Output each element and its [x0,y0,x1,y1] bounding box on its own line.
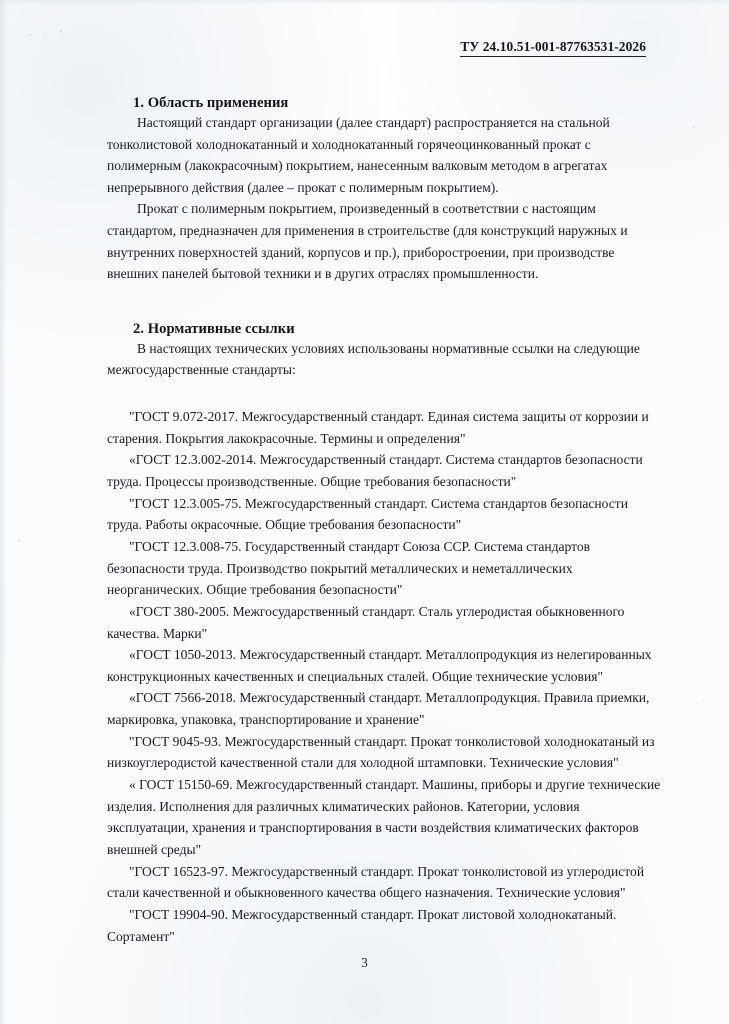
section-1-paragraph-1: Настоящий стандарт организации (далее стандарт) распространяется на стальной тонколистовой холоднокатанный и холоднокатанный горячеоцинкованный прокат с полимерным (лакокрасочным) покрытием, нанесенным валковым методом в агрегатах непрерывного действия (далее – прокат с полимерным покрытием). [107,115,610,195]
section-2-heading-wrap [107,321,661,338]
reference-item: «ГОСТ 7566-2018. Межгосударственный стандарт. Металлопродукция. Правила приемки, маркировка, упаковка, транспортирование и хранение" [107,690,650,728]
reference-item: «ГОСТ 1050-2013. Межгосударственный стандарт. Металлопродукция из нелегированных конструкционных качественных и специальных сталей. Общие технические условия" [107,647,652,684]
section-1-paragraph-2: Прокат с полимерным покрытием, произведенный в соответствии с настоящим стандартом, предназначен для применения в строительстве (для конструкций наружных и внутренних поверхностей зданий, корпусов и пр.), приборостроении, при производстве внешних панелей бытовой техники и в других отраслях промышленности. [107,201,628,282]
reference-item: "ГОСТ 9045-93. Межгосударственный стандарт. Прокат тонколистовой холоднокатаный из низкоуглеродистой качественной стали для холодной штамповки. Технические условия" [107,733,655,771]
section-heading-normative-references: 2. Нормативные ссылки [133,320,295,337]
reference-item: « ГОСТ 15150-69. Межгосударственный стандарт. Машины, приборы и другие технические изделия. Исполнения для различных климатических районов. Категории, условия эксплуатации, хранения и транспортирования в части воздействия климатических факторов внешней среды" [107,777,661,858]
reference-item: "ГОСТ 16523-97. Межгосударственный стандарт. Прокат тонколистовой из углеродистой стали качественной и обыкновенного качества общего назначения. Технические условия" [107,863,645,901]
section-heading-scope: 1. Область применения [133,95,289,111]
normative-reference-list [107,406,661,947]
section-1-heading-wrap [107,95,661,112]
page-footer [0,954,729,972]
section-2-intro-paragraph: В настоящих технических условиях использованы нормативные ссылки на следующие межгосударственные стандарты: [107,340,640,378]
reference-item: «ГОСТ 12.3.002-2014. Межгосударственный стандарт. Система стандартов безопасности труда. Процессы производственные. Общие требования безопасности" [107,452,643,489]
page-number: 3 [361,955,368,970]
reference-item: «ГОСТ 380-2005. Межгосударственный стандарт. Сталь углеродистая обыкновенного качества. Марки" [107,603,625,641]
reference-item: "ГОСТ 12.3.008-75. Государственный стандарт Союза ССР. Система стандартов безопасности труда. Производство покрытий металлических и неметаллических неорганических. Общие требования безопасности" [107,538,591,598]
specification-code: ТУ 24.10.51-001-87763531-2026 [460,39,646,57]
reference-item: "ГОСТ 9.072-2017. Межгосударственный стандарт. Единая система защиты от коррозии и старения. Покрытия лакокрасочные. Термины и определения" [107,408,649,446]
reference-item: "ГОСТ 19904-90. Межгосударственный стандарт. Прокат листовой холоднокатаный. Сортамент" [107,907,617,944]
reference-item: "ГОСТ 12.3.005-75. Межгосударственный стандарт. Система стандартов безопасности труда. Работы окрасочные. Общие требования безопасности" [107,495,628,533]
document-header [107,0,661,62]
